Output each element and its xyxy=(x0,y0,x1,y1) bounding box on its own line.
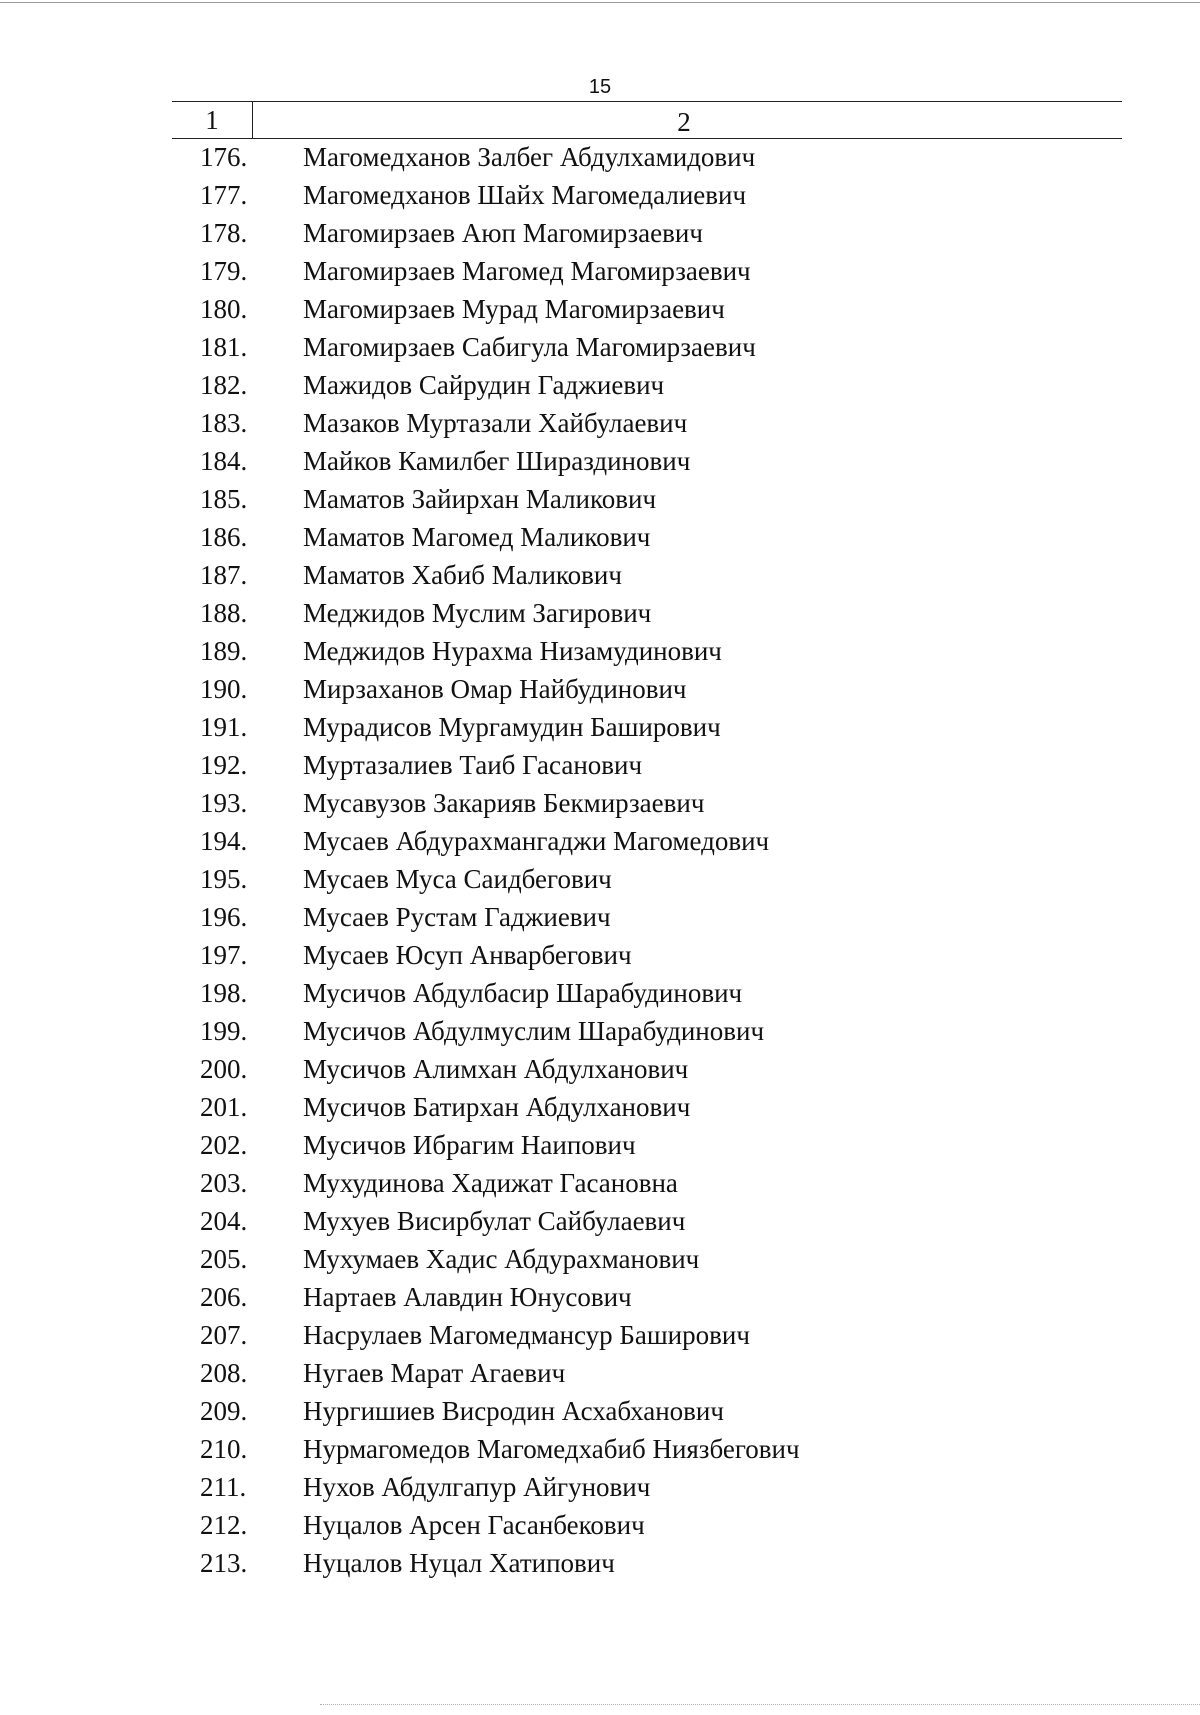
table-row xyxy=(0,784,1200,822)
table-row xyxy=(0,822,1200,860)
row-number: 197. xyxy=(200,940,248,970)
table-row xyxy=(0,1278,1200,1316)
table-row xyxy=(0,442,1200,480)
table-row xyxy=(0,860,1200,898)
table-row xyxy=(0,1202,1200,1240)
row-number: 180. xyxy=(200,294,248,324)
row-number: 213. xyxy=(200,1548,248,1578)
table-row xyxy=(0,898,1200,936)
row-number: 192. xyxy=(200,750,248,780)
row-person-name: Магомирзаев Магомед Магомирзаевич xyxy=(303,256,751,286)
column-2-header: 2 xyxy=(677,107,691,137)
row-number: 210. xyxy=(200,1434,248,1464)
table-row xyxy=(0,1240,1200,1278)
table-row xyxy=(0,138,1200,176)
table-row xyxy=(0,1126,1200,1164)
row-person-name: Магомедханов Залбег Абдулхамидович xyxy=(303,142,756,172)
row-person-name: Нуцалов Арсен Гасанбекович xyxy=(303,1510,645,1540)
row-number: 188. xyxy=(200,598,248,628)
table-row xyxy=(0,1468,1200,1506)
row-person-name: Майков Камилбег Шираздинович xyxy=(303,446,691,476)
table-row xyxy=(0,936,1200,974)
row-number: 201. xyxy=(200,1092,248,1122)
page-number: 15 xyxy=(588,76,612,98)
row-person-name: Мажидов Сайрудин Гаджиевич xyxy=(303,370,665,400)
table-row xyxy=(0,252,1200,290)
column-1-header: 1 xyxy=(205,105,219,135)
row-person-name: Мазаков Муртазали Хайбулаевич xyxy=(303,408,688,438)
row-person-name: Мусаев Юсуп Анварбегович xyxy=(303,940,632,970)
row-person-name: Мусаев Муса Саидбегович xyxy=(303,864,612,894)
table-row xyxy=(0,1354,1200,1392)
row-number: 189. xyxy=(200,636,248,666)
row-number: 209. xyxy=(200,1396,248,1426)
row-number: 177. xyxy=(200,180,248,210)
row-number: 207. xyxy=(200,1320,248,1350)
table-row xyxy=(0,1544,1200,1582)
row-person-name: Меджидов Муслим Загирович xyxy=(303,598,652,628)
row-person-name: Мусавузов Закарияв Бекмирзаевич xyxy=(303,788,705,818)
row-person-name: Нургишиев Висродин Асхабханович xyxy=(303,1396,724,1426)
row-person-name: Мусичов Алимхан Абдулханович xyxy=(303,1054,689,1084)
column-divider xyxy=(252,102,253,138)
table-row xyxy=(0,1012,1200,1050)
row-number: 196. xyxy=(200,902,248,932)
table-row xyxy=(0,632,1200,670)
row-person-name: Мухудинова Хадижат Гасановна xyxy=(303,1168,678,1198)
row-number: 184. xyxy=(200,446,248,476)
table-row xyxy=(0,1430,1200,1468)
table-row xyxy=(0,176,1200,214)
row-number: 176. xyxy=(200,142,248,172)
row-number: 204. xyxy=(200,1206,248,1236)
table-row xyxy=(0,480,1200,518)
row-person-name: Мухуев Висирбулат Сайбулаевич xyxy=(303,1206,686,1236)
page-top-edge-line xyxy=(0,2,1200,3)
table-row xyxy=(0,1392,1200,1430)
row-number: 203. xyxy=(200,1168,248,1198)
row-number: 195. xyxy=(200,864,248,894)
row-number: 187. xyxy=(200,560,248,590)
row-person-name: Магомирзаев Аюп Магомирзаевич xyxy=(303,218,703,248)
row-person-name: Нурмагомедов Магомедхабиб Ниязбегович xyxy=(303,1434,800,1464)
table-row xyxy=(0,328,1200,366)
row-person-name: Мусичов Абдулмуслим Шарабудинович xyxy=(303,1016,765,1046)
table-row xyxy=(0,1316,1200,1354)
row-person-name: Меджидов Нурахма Низамудинович xyxy=(303,636,722,666)
row-number: 202. xyxy=(200,1130,248,1160)
table-row xyxy=(0,1050,1200,1088)
row-number: 186. xyxy=(200,522,248,552)
row-person-name: Маматов Хабиб Маликович xyxy=(303,560,622,590)
row-number: 191. xyxy=(200,712,248,742)
row-person-name: Мусаев Абдурахмангаджи Магомедович xyxy=(303,826,770,856)
row-person-name: Магомирзаев Мурад Магомирзаевич xyxy=(303,294,725,324)
row-number: 194. xyxy=(200,826,248,856)
page-bottom-edge-line xyxy=(320,1704,1200,1705)
table-row xyxy=(0,746,1200,784)
row-number: 190. xyxy=(200,674,248,704)
row-number: 211. xyxy=(200,1472,247,1502)
row-number: 199. xyxy=(200,1016,248,1046)
row-person-name: Магомедханов Шайх Магомедалиевич xyxy=(303,180,747,210)
row-number: 212. xyxy=(200,1510,248,1540)
table-row xyxy=(0,214,1200,252)
table-row xyxy=(0,670,1200,708)
row-number: 178. xyxy=(200,218,248,248)
table-row xyxy=(0,518,1200,556)
row-person-name: Мусичов Батирхан Абдулханович xyxy=(303,1092,691,1122)
row-person-name: Нуцалов Нуцал Хатипович xyxy=(303,1548,615,1578)
row-person-name: Нухов Абдулгапур Айгунович xyxy=(303,1472,651,1502)
row-person-name: Магомирзаев Сабигула Магомирзаевич xyxy=(303,332,756,362)
row-number: 182. xyxy=(200,370,248,400)
row-number: 205. xyxy=(200,1244,248,1274)
row-number: 198. xyxy=(200,978,248,1008)
row-person-name: Муртазалиев Таиб Гасанович xyxy=(303,750,643,780)
table-row xyxy=(0,290,1200,328)
row-person-name: Насрулаев Магомедмансур Баширович xyxy=(303,1320,750,1350)
table-row xyxy=(0,594,1200,632)
table-row xyxy=(0,1164,1200,1202)
row-number: 206. xyxy=(200,1282,248,1312)
table-row xyxy=(0,404,1200,442)
table-row xyxy=(0,1506,1200,1544)
table-row xyxy=(0,1088,1200,1126)
row-number: 181. xyxy=(200,332,248,362)
table-row xyxy=(0,556,1200,594)
row-number: 183. xyxy=(200,408,248,438)
name-list xyxy=(0,138,1200,1582)
row-number: 179. xyxy=(200,256,248,286)
row-number: 193. xyxy=(200,788,248,818)
table-row xyxy=(0,366,1200,404)
row-number: 208. xyxy=(200,1358,248,1388)
row-person-name: Маматов Зайирхан Маликович xyxy=(303,484,657,514)
row-person-name: Нугаев Марат Агаевич xyxy=(303,1358,566,1388)
row-number: 200. xyxy=(200,1054,248,1084)
row-person-name: Мухумаев Хадис Абдурахманович xyxy=(303,1244,700,1274)
table-row xyxy=(0,974,1200,1012)
table-header xyxy=(172,101,1122,139)
row-person-name: Маматов Магомед Маликович xyxy=(303,522,651,552)
table-row xyxy=(0,708,1200,746)
row-person-name: Нартаев Алавдин Юнусович xyxy=(303,1282,632,1312)
row-person-name: Мурадисов Мургамудин Баширович xyxy=(303,712,721,742)
row-number: 185. xyxy=(200,484,248,514)
row-person-name: Мирзаханов Омар Найбудинович xyxy=(303,674,687,704)
row-person-name: Мусичов Абдулбасир Шарабудинович xyxy=(303,978,743,1008)
row-person-name: Мусаев Рустам Гаджиевич xyxy=(303,902,611,932)
row-person-name: Мусичов Ибрагим Наипович xyxy=(303,1130,636,1160)
